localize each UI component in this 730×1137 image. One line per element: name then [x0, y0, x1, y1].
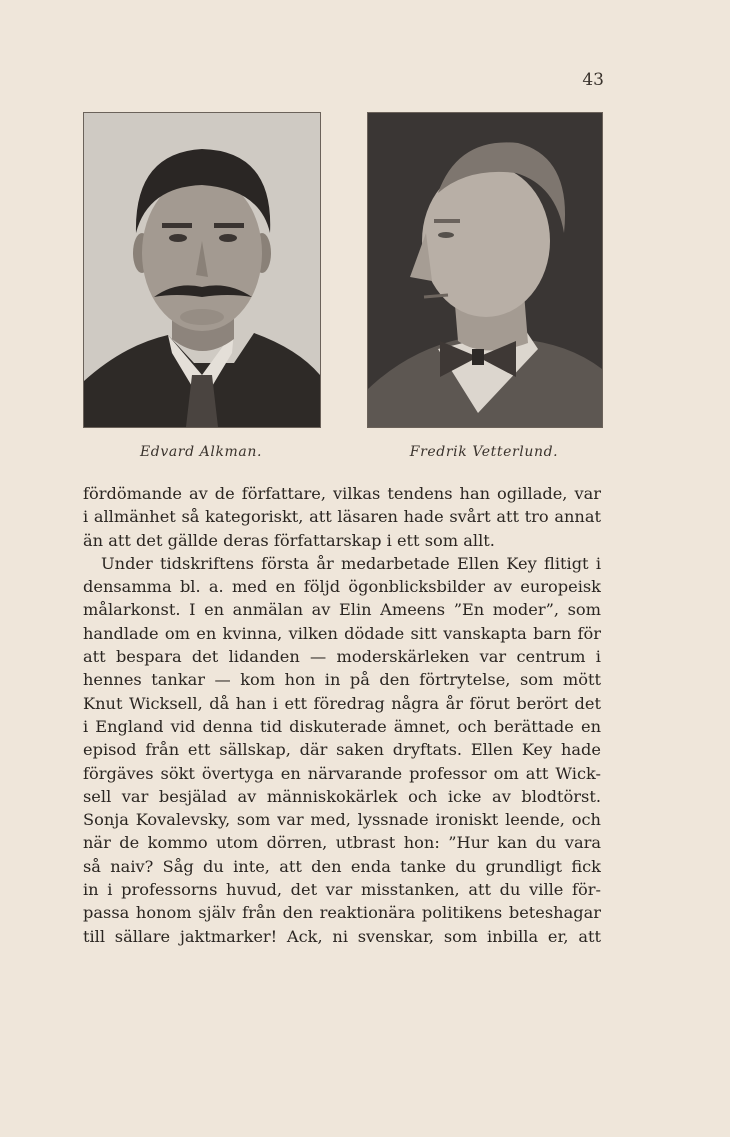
text-line: densamma bl. a. med en följd ögonblicksbilder av europeisk	[83, 577, 601, 597]
text-line: till sällare jaktmarker! Ack, ni svenskar, som inbilla er, att	[83, 926, 601, 946]
text-line: passa honom själv från den reaktionära politikens beteshagar	[83, 903, 601, 923]
text-line: att bespara det lidanden — moderskärleken var centrum i	[83, 647, 601, 667]
text-line: förgäves sökt övertyga en närvarande professor om att Wick-	[83, 763, 601, 783]
text-line: Sonja Kovalevsky, som var med, lyssnade ironiskt leende, och	[83, 810, 601, 830]
photo-caption: Edvard Alkman.	[139, 444, 263, 460]
photo-caption: Fredrik Vetterlund.	[409, 444, 559, 460]
text-line: i England vid denna tid diskuterade ämnet, och berättade en	[83, 716, 601, 736]
text-line: när de kommo utom dörren, utbrast hon: ”Hur kan du vara	[83, 833, 601, 853]
text-line: Under tidskriftens första år medarbetade Ellen Key flitigt i	[101, 553, 601, 573]
portrait-illustration	[84, 113, 320, 427]
text-line: episod från ett sällskap, där saken dryftats. Ellen Key hade	[83, 740, 601, 760]
text-line: hennes tankar — kom hon in på den förtrytelse, som mött	[83, 670, 601, 690]
text-line: i allmänhet så kategoriskt, att läsaren hade svårt att tro annat	[83, 507, 601, 527]
portrait-photo-fredrik-vetterlund	[367, 112, 603, 428]
page-number: 43	[582, 70, 604, 90]
text-line: Knut Wicksell, då han i ett föredrag några år förut berört det	[83, 693, 601, 713]
text-line: så naiv? Såg du inte, att den enda tanke du grundligt fick	[83, 856, 601, 876]
text-line: in i professorns huvud, det var misstanken, att du ville för-	[83, 880, 601, 900]
body-paragraph	[83, 482, 601, 948]
text-line: målarkonst. I en anmälan av Elin Ameens ”En moder”, som	[83, 600, 601, 620]
portrait-photo-edvard-alkman	[83, 112, 321, 428]
text-line: fördömande av de författare, vilkas tendens han ogillade, var	[83, 484, 601, 503]
portrait-illustration	[368, 113, 602, 427]
text-line: än att det gällde deras författarskap i ett som allt.	[83, 530, 495, 550]
text-line: handlade om en kvinna, vilken dödade sitt vanskapta barn för	[83, 623, 601, 643]
text-line: sell var besjälad av människokärlek och icke av blodtörst.	[83, 786, 601, 806]
